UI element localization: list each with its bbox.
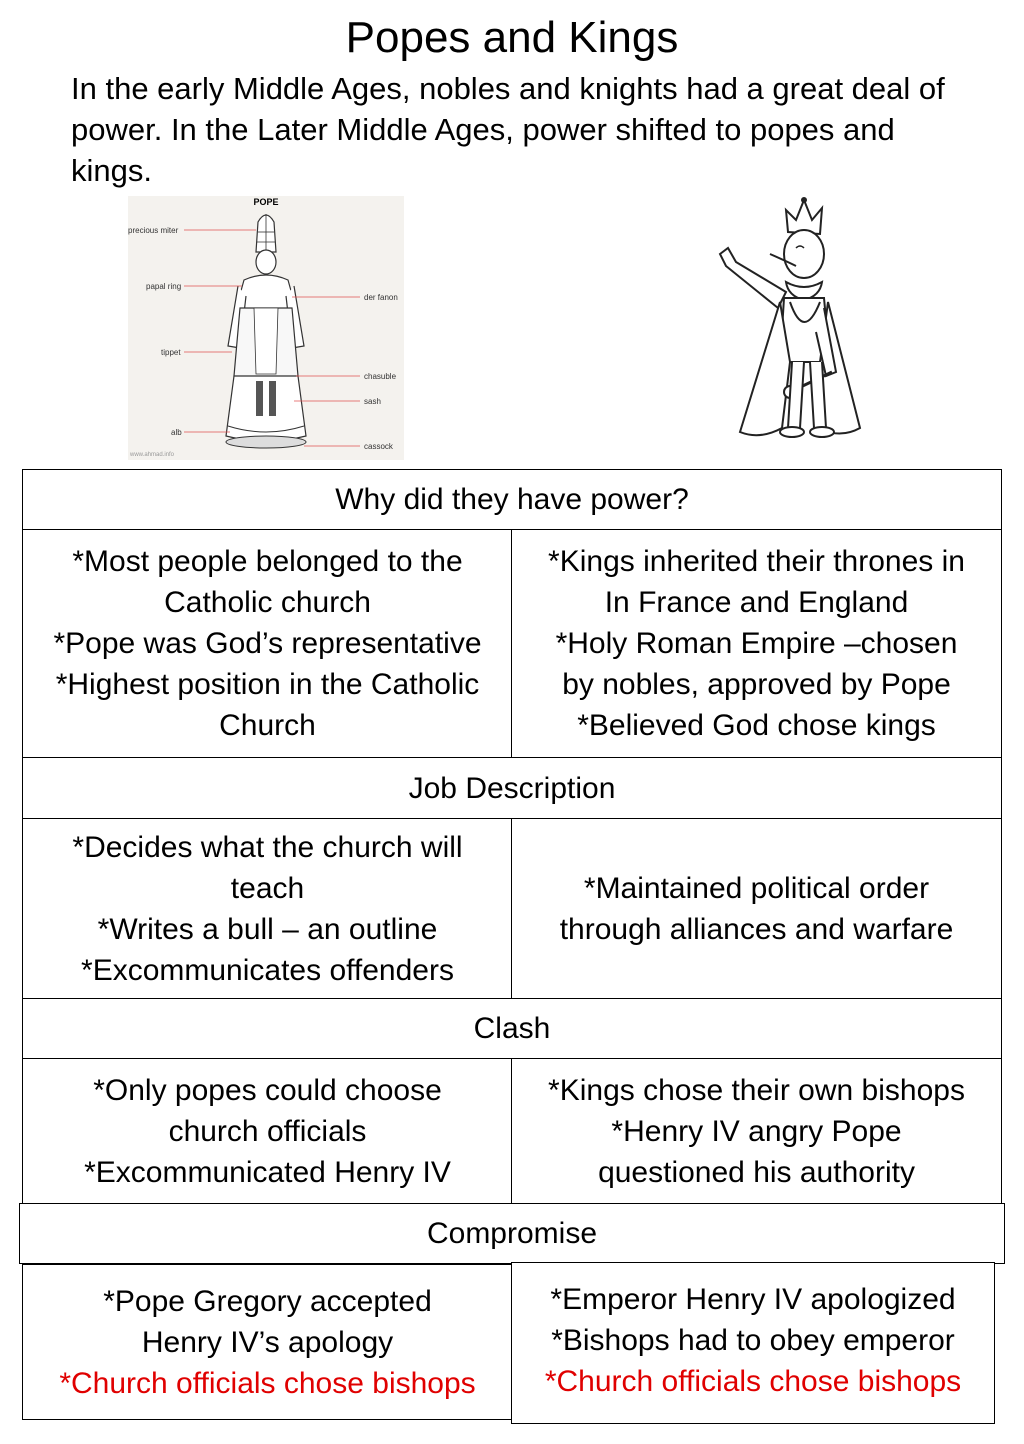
compromise-header <box>19 1203 1005 1264</box>
page-title: Popes and Kings <box>345 13 679 62</box>
power-king-line: by nobles, approved by Pope <box>562 668 951 701</box>
compromise-king-cell <box>511 1262 995 1424</box>
compromise-king-line: *Emperor Henry IV apologized <box>550 1283 956 1316</box>
job-pope-line: *Decides what the church will <box>72 830 463 864</box>
clash-pope-line: *Only popes could choose <box>93 1073 442 1107</box>
power-header-text: Why did they have power? <box>335 483 689 516</box>
king-illustration <box>700 192 870 454</box>
power-king-line: *Kings inherited their thrones in <box>548 545 965 578</box>
job-pope-line: teach <box>230 871 305 905</box>
label-ring: papal ring <box>146 282 182 291</box>
power-king-line: *Believed God chose kings <box>577 709 936 742</box>
power-pope-cell <box>22 529 513 758</box>
power-pope-line: Church <box>219 709 316 742</box>
clash-pope-line: *Excommunicated Henry IV <box>84 1155 451 1189</box>
compromise-pope-cell <box>22 1264 513 1420</box>
power-pope-line: *Pope was God’s representative <box>53 627 482 660</box>
pope-diagram <box>128 196 404 460</box>
compromise-pope-line: Henry IV’s apology <box>141 1325 394 1359</box>
power-pope-line: *Highest position in the Catholic <box>55 668 480 701</box>
clash-header-text: Clash <box>473 1012 551 1045</box>
label-miter: precious miter <box>128 226 179 235</box>
clash-king-cell <box>511 1058 1002 1204</box>
compromise-king-line: *Bishops had to obey emperor <box>551 1324 955 1357</box>
job-pope-line: *Writes a bull – an outline <box>97 912 438 946</box>
clash-king-line: *Kings chose their own bishops <box>548 1073 965 1107</box>
label-chasuble: chasuble <box>364 372 397 381</box>
label-tippet: tippet <box>161 348 181 357</box>
job-header-text: Job Description <box>408 771 616 805</box>
job-pope-line: *Excommunicates offenders <box>81 953 454 987</box>
power-king-line: In France and England <box>604 586 909 619</box>
clash-pope-cell <box>22 1058 513 1204</box>
power-king-line: *Holy Roman Empire –chosen <box>555 627 958 660</box>
compromise-pope-line: *Pope Gregory accepted <box>103 1284 432 1318</box>
king-cartoon <box>700 192 870 454</box>
intro-paragraph: In the early Middle Ages, nobles and knights had a great deal of power. In the Later Middle Ages, power shifted to popes and kings. <box>71 71 945 188</box>
job-king-cell <box>511 818 1002 999</box>
power-pope-line: *Most people belonged to the <box>72 545 463 578</box>
pope-illustration <box>128 196 404 460</box>
label-sash: sash <box>364 397 381 406</box>
job-king-line: *Maintained political order <box>583 871 930 905</box>
compromise-king-highlight: *Church officials chose bishops <box>544 1365 962 1398</box>
compromise-header-text: Compromise <box>426 1217 598 1250</box>
label-cassock: cassock <box>364 442 393 451</box>
job-header <box>22 757 1002 819</box>
clash-header <box>22 998 1002 1059</box>
label-fanon: der fanon <box>364 293 398 302</box>
diagram-watermark: www.ahmad.info <box>130 452 175 458</box>
power-header <box>22 469 1002 530</box>
job-king-line: through alliances and warfare <box>559 912 954 946</box>
clash-king-line: questioned his authority <box>598 1155 915 1189</box>
clash-king-line: *Henry IV angry Pope <box>611 1114 902 1148</box>
power-king-cell <box>511 529 1002 758</box>
label-alb: alb <box>171 428 182 437</box>
clash-pope-line: church officials <box>168 1114 367 1148</box>
job-pope-cell <box>22 818 513 999</box>
compromise-pope-highlight: *Church officials chose bishops <box>59 1366 476 1400</box>
pope-diagram-heading: POPE <box>253 197 279 207</box>
power-pope-line: Catholic church <box>164 586 371 619</box>
